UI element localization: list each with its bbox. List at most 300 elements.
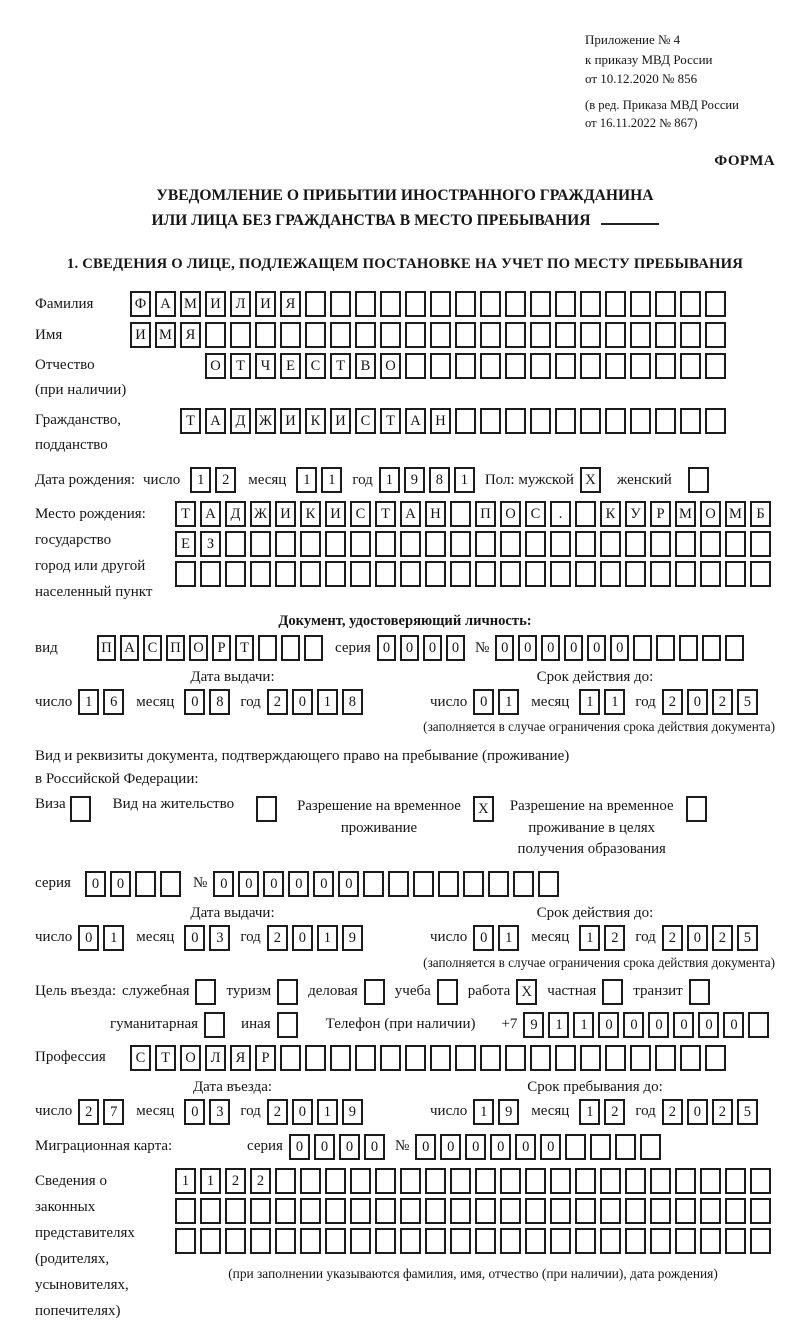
- char-box[interactable]: [355, 322, 376, 348]
- char-box[interactable]: [600, 1228, 621, 1254]
- char-box[interactable]: О: [700, 501, 721, 527]
- char-box[interactable]: [350, 1198, 371, 1224]
- char-box[interactable]: [700, 561, 721, 587]
- char-box[interactable]: [575, 1198, 596, 1224]
- phone-boxes[interactable]: [523, 1012, 769, 1038]
- char-box[interactable]: 1: [454, 467, 475, 493]
- char-box[interactable]: 0: [687, 689, 708, 715]
- char-box[interactable]: 9: [404, 467, 425, 493]
- char-box[interactable]: 2: [250, 1168, 271, 1194]
- char-box[interactable]: 2: [267, 689, 288, 715]
- char-box[interactable]: [700, 1228, 721, 1254]
- char-box[interactable]: Б: [750, 501, 771, 527]
- char-box[interactable]: 0: [184, 925, 205, 951]
- char-box[interactable]: 0: [423, 635, 442, 661]
- char-box[interactable]: [388, 871, 409, 897]
- char-box[interactable]: [480, 322, 501, 348]
- purpose-official-checkbox[interactable]: [195, 979, 216, 1005]
- char-box[interactable]: [500, 1228, 521, 1254]
- char-box[interactable]: [625, 561, 646, 587]
- char-box[interactable]: [505, 353, 526, 379]
- char-box[interactable]: [505, 408, 526, 434]
- char-box[interactable]: 0: [184, 1099, 205, 1125]
- char-box[interactable]: 0: [687, 925, 708, 951]
- char-box[interactable]: 2: [662, 1099, 683, 1125]
- char-box[interactable]: [450, 1168, 471, 1194]
- sex-female-checkbox[interactable]: [688, 467, 709, 493]
- char-box[interactable]: 1: [498, 689, 519, 715]
- char-box[interactable]: Я: [230, 1045, 251, 1071]
- char-box[interactable]: И: [280, 408, 301, 434]
- birth-day-boxes[interactable]: [190, 467, 236, 493]
- char-box[interactable]: [725, 561, 746, 587]
- char-box[interactable]: [475, 561, 496, 587]
- char-box[interactable]: 2: [78, 1099, 99, 1125]
- char-box[interactable]: 0: [292, 689, 313, 715]
- birth-year-boxes[interactable]: [379, 467, 475, 493]
- char-box[interactable]: [705, 1045, 726, 1071]
- char-box[interactable]: [455, 291, 476, 317]
- purpose-other-checkbox[interactable]: [277, 1012, 298, 1038]
- char-box[interactable]: [430, 322, 451, 348]
- char-box[interactable]: 8: [209, 689, 230, 715]
- residence-valid-day-boxes[interactable]: [473, 925, 519, 951]
- char-box[interactable]: [555, 322, 576, 348]
- char-box[interactable]: 0: [723, 1012, 744, 1038]
- char-box[interactable]: П: [475, 501, 496, 527]
- char-box[interactable]: О: [189, 635, 208, 661]
- char-box[interactable]: [405, 1045, 426, 1071]
- char-box[interactable]: [750, 1198, 771, 1224]
- purpose-humanitarian-checkbox[interactable]: [204, 1012, 225, 1038]
- char-box[interactable]: [425, 561, 446, 587]
- char-box[interactable]: [450, 531, 471, 557]
- char-box[interactable]: [380, 291, 401, 317]
- char-box[interactable]: 1: [498, 925, 519, 951]
- char-box[interactable]: [275, 561, 296, 587]
- char-box[interactable]: [500, 561, 521, 587]
- char-box[interactable]: [625, 1168, 646, 1194]
- char-box[interactable]: [405, 353, 426, 379]
- char-box[interactable]: 0: [400, 635, 419, 661]
- residence-series-boxes[interactable]: [85, 871, 181, 897]
- char-box[interactable]: 0: [446, 635, 465, 661]
- char-box[interactable]: [275, 1228, 296, 1254]
- char-box[interactable]: [650, 1168, 671, 1194]
- char-box[interactable]: 0: [377, 635, 396, 661]
- char-box[interactable]: [275, 1168, 296, 1194]
- char-box[interactable]: [405, 322, 426, 348]
- char-box[interactable]: 0: [184, 689, 205, 715]
- char-box[interactable]: [505, 322, 526, 348]
- char-box[interactable]: Ч: [255, 353, 276, 379]
- char-box[interactable]: [400, 1168, 421, 1194]
- stay-month-boxes[interactable]: [579, 1099, 625, 1125]
- char-box[interactable]: 1: [573, 1012, 594, 1038]
- char-box[interactable]: С: [130, 1045, 151, 1071]
- char-box[interactable]: [725, 531, 746, 557]
- char-box[interactable]: [630, 408, 651, 434]
- char-box[interactable]: [705, 408, 726, 434]
- char-box[interactable]: [475, 1198, 496, 1224]
- char-box[interactable]: [480, 353, 501, 379]
- legal-reps-row1[interactable]: [175, 1168, 771, 1194]
- char-box[interactable]: [305, 291, 326, 317]
- char-box[interactable]: [633, 635, 652, 661]
- char-box[interactable]: [400, 531, 421, 557]
- char-box[interactable]: [505, 1045, 526, 1071]
- char-box[interactable]: [225, 531, 246, 557]
- char-box[interactable]: [600, 561, 621, 587]
- char-box[interactable]: [500, 1168, 521, 1194]
- char-box[interactable]: [330, 1045, 351, 1071]
- char-box[interactable]: [300, 1168, 321, 1194]
- char-box[interactable]: 0: [213, 871, 234, 897]
- char-box[interactable]: 0: [518, 635, 537, 661]
- char-box[interactable]: Е: [280, 353, 301, 379]
- char-box[interactable]: [355, 1045, 376, 1071]
- char-box[interactable]: 5: [737, 689, 758, 715]
- char-box[interactable]: [305, 322, 326, 348]
- char-box[interactable]: [425, 1168, 446, 1194]
- char-box[interactable]: Я: [280, 291, 301, 317]
- char-box[interactable]: Ж: [250, 501, 271, 527]
- char-box[interactable]: 2: [604, 925, 625, 951]
- char-box[interactable]: [463, 871, 484, 897]
- char-box[interactable]: [350, 561, 371, 587]
- char-box[interactable]: Н: [430, 408, 451, 434]
- char-box[interactable]: Р: [212, 635, 231, 661]
- char-box[interactable]: [605, 1045, 626, 1071]
- char-box[interactable]: [675, 531, 696, 557]
- char-box[interactable]: [538, 871, 559, 897]
- char-box[interactable]: Т: [155, 1045, 176, 1071]
- char-box[interactable]: 0: [698, 1012, 719, 1038]
- char-box[interactable]: [425, 1228, 446, 1254]
- char-box[interactable]: [350, 1168, 371, 1194]
- residence-number-boxes[interactable]: [213, 871, 559, 897]
- char-box[interactable]: [450, 1198, 471, 1224]
- residence-permit-checkbox[interactable]: [256, 796, 277, 822]
- char-box[interactable]: 0: [415, 1134, 436, 1160]
- char-box[interactable]: 0: [687, 1099, 708, 1125]
- char-box[interactable]: [400, 1198, 421, 1224]
- char-box[interactable]: М: [180, 291, 201, 317]
- char-box[interactable]: Л: [205, 1045, 226, 1071]
- char-box[interactable]: [350, 531, 371, 557]
- char-box[interactable]: [575, 561, 596, 587]
- char-box[interactable]: 1: [103, 925, 124, 951]
- char-box[interactable]: [275, 1198, 296, 1224]
- char-box[interactable]: 0: [288, 871, 309, 897]
- char-box[interactable]: [675, 1198, 696, 1224]
- char-box[interactable]: [281, 635, 300, 661]
- char-box[interactable]: 1: [548, 1012, 569, 1038]
- char-box[interactable]: К: [600, 501, 621, 527]
- char-box[interactable]: 1: [78, 689, 99, 715]
- valid-month-boxes[interactable]: [579, 689, 625, 715]
- char-box[interactable]: [650, 561, 671, 587]
- char-box[interactable]: [580, 322, 601, 348]
- char-box[interactable]: [250, 561, 271, 587]
- char-box[interactable]: Л: [230, 291, 251, 317]
- char-box[interactable]: [350, 1228, 371, 1254]
- valid-day-boxes[interactable]: [473, 689, 519, 715]
- char-box[interactable]: [475, 1168, 496, 1194]
- char-box[interactable]: 0: [289, 1134, 310, 1160]
- char-box[interactable]: [705, 353, 726, 379]
- char-box[interactable]: [205, 322, 226, 348]
- char-box[interactable]: [675, 561, 696, 587]
- char-box[interactable]: [400, 561, 421, 587]
- char-box[interactable]: [655, 353, 676, 379]
- char-box[interactable]: [705, 291, 726, 317]
- char-box[interactable]: 3: [209, 925, 230, 951]
- char-box[interactable]: [725, 1168, 746, 1194]
- char-box[interactable]: [480, 1045, 501, 1071]
- char-box[interactable]: 6: [103, 689, 124, 715]
- char-box[interactable]: [630, 322, 651, 348]
- char-box[interactable]: О: [205, 353, 226, 379]
- char-box[interactable]: 0: [648, 1012, 669, 1038]
- residence-issue-day-boxes[interactable]: [78, 925, 124, 951]
- char-box[interactable]: [325, 561, 346, 587]
- char-box[interactable]: [325, 531, 346, 557]
- char-box[interactable]: [605, 291, 626, 317]
- char-box[interactable]: [679, 635, 698, 661]
- char-box[interactable]: [725, 1198, 746, 1224]
- char-box[interactable]: 1: [604, 689, 625, 715]
- char-box[interactable]: С: [525, 501, 546, 527]
- char-box[interactable]: П: [166, 635, 185, 661]
- char-box[interactable]: С: [350, 501, 371, 527]
- char-box[interactable]: [280, 1045, 301, 1071]
- char-box[interactable]: Н: [425, 501, 446, 527]
- char-box[interactable]: [750, 561, 771, 587]
- char-box[interactable]: [565, 1134, 586, 1160]
- char-box[interactable]: [656, 635, 675, 661]
- char-box[interactable]: 0: [473, 925, 494, 951]
- char-box[interactable]: 0: [292, 1099, 313, 1125]
- char-box[interactable]: [255, 322, 276, 348]
- char-box[interactable]: [530, 1045, 551, 1071]
- char-box[interactable]: [375, 1228, 396, 1254]
- char-box[interactable]: [600, 531, 621, 557]
- char-box[interactable]: [375, 1168, 396, 1194]
- char-box[interactable]: М: [155, 322, 176, 348]
- char-box[interactable]: О: [380, 353, 401, 379]
- char-box[interactable]: [525, 561, 546, 587]
- issue-month-boxes[interactable]: [184, 689, 230, 715]
- char-box[interactable]: 0: [292, 925, 313, 951]
- char-box[interactable]: Р: [650, 501, 671, 527]
- char-box[interactable]: В: [355, 353, 376, 379]
- char-box[interactable]: З: [200, 531, 221, 557]
- char-box[interactable]: 2: [712, 689, 733, 715]
- char-box[interactable]: [525, 1228, 546, 1254]
- char-box[interactable]: [355, 291, 376, 317]
- char-box[interactable]: 0: [110, 871, 131, 897]
- char-box[interactable]: [655, 1045, 676, 1071]
- char-box[interactable]: 7: [103, 1099, 124, 1125]
- char-box[interactable]: [305, 1045, 326, 1071]
- char-box[interactable]: [630, 1045, 651, 1071]
- char-box[interactable]: [375, 1198, 396, 1224]
- char-box[interactable]: [505, 291, 526, 317]
- migration-number-boxes[interactable]: [415, 1134, 661, 1160]
- char-box[interactable]: Ж: [255, 408, 276, 434]
- char-box[interactable]: 1: [200, 1168, 221, 1194]
- migration-series-boxes[interactable]: [289, 1134, 385, 1160]
- char-box[interactable]: 2: [267, 925, 288, 951]
- stay-day-boxes[interactable]: [473, 1099, 519, 1125]
- char-box[interactable]: [680, 291, 701, 317]
- char-box[interactable]: [480, 408, 501, 434]
- char-box[interactable]: [413, 871, 434, 897]
- char-box[interactable]: [525, 531, 546, 557]
- char-box[interactable]: [555, 1045, 576, 1071]
- char-box[interactable]: [230, 322, 251, 348]
- char-box[interactable]: [160, 871, 181, 897]
- char-box[interactable]: 2: [662, 689, 683, 715]
- char-box[interactable]: Т: [180, 408, 201, 434]
- firstname-boxes[interactable]: [130, 322, 726, 348]
- char-box[interactable]: [675, 1228, 696, 1254]
- char-box[interactable]: 1: [190, 467, 211, 493]
- char-box[interactable]: 0: [313, 871, 334, 897]
- char-box[interactable]: [380, 1045, 401, 1071]
- char-box[interactable]: Т: [330, 353, 351, 379]
- char-box[interactable]: М: [725, 501, 746, 527]
- char-box[interactable]: [135, 871, 156, 897]
- char-box[interactable]: [250, 1228, 271, 1254]
- char-box[interactable]: 0: [610, 635, 629, 661]
- entry-month-boxes[interactable]: [184, 1099, 230, 1125]
- char-box[interactable]: [325, 1228, 346, 1254]
- char-box[interactable]: [500, 531, 521, 557]
- purpose-study-checkbox[interactable]: [437, 979, 458, 1005]
- char-box[interactable]: [675, 1168, 696, 1194]
- char-box[interactable]: О: [180, 1045, 201, 1071]
- char-box[interactable]: [430, 291, 451, 317]
- char-box[interactable]: 1: [579, 925, 600, 951]
- char-box[interactable]: 0: [490, 1134, 511, 1160]
- char-box[interactable]: [580, 1045, 601, 1071]
- char-box[interactable]: [530, 322, 551, 348]
- char-box[interactable]: И: [330, 408, 351, 434]
- char-box[interactable]: К: [300, 501, 321, 527]
- doc-number-boxes[interactable]: [495, 635, 744, 661]
- char-box[interactable]: С: [143, 635, 162, 661]
- char-box[interactable]: [300, 1198, 321, 1224]
- residence-valid-year-boxes[interactable]: [662, 925, 758, 951]
- purpose-tourism-checkbox[interactable]: [277, 979, 298, 1005]
- valid-year-boxes[interactable]: [662, 689, 758, 715]
- char-box[interactable]: [605, 408, 626, 434]
- char-box[interactable]: [480, 291, 501, 317]
- char-box[interactable]: И: [255, 291, 276, 317]
- char-box[interactable]: [525, 1198, 546, 1224]
- char-box[interactable]: [200, 1198, 221, 1224]
- char-box[interactable]: 9: [498, 1099, 519, 1125]
- char-box[interactable]: А: [400, 501, 421, 527]
- char-box[interactable]: .: [550, 501, 571, 527]
- char-box[interactable]: [175, 1198, 196, 1224]
- char-box[interactable]: [258, 635, 277, 661]
- char-box[interactable]: [750, 531, 771, 557]
- char-box[interactable]: [590, 1134, 611, 1160]
- char-box[interactable]: [625, 1198, 646, 1224]
- residence-issue-year-boxes[interactable]: [267, 925, 363, 951]
- char-box[interactable]: [455, 1045, 476, 1071]
- char-box[interactable]: [530, 353, 551, 379]
- char-box[interactable]: 1: [579, 1099, 600, 1125]
- char-box[interactable]: 0: [473, 689, 494, 715]
- char-box[interactable]: 1: [579, 689, 600, 715]
- char-box[interactable]: П: [97, 635, 116, 661]
- char-box[interactable]: 0: [673, 1012, 694, 1038]
- char-box[interactable]: [363, 871, 384, 897]
- char-box[interactable]: [525, 1168, 546, 1194]
- char-box[interactable]: [680, 1045, 701, 1071]
- char-box[interactable]: 1: [317, 1099, 338, 1125]
- char-box[interactable]: А: [405, 408, 426, 434]
- char-box[interactable]: 2: [604, 1099, 625, 1125]
- residence-issue-month-boxes[interactable]: [184, 925, 230, 951]
- char-box[interactable]: [650, 1228, 671, 1254]
- char-box[interactable]: [605, 353, 626, 379]
- char-box[interactable]: [655, 408, 676, 434]
- char-box[interactable]: Е: [175, 531, 196, 557]
- char-box[interactable]: [600, 1168, 621, 1194]
- birth-place-row2[interactable]: [175, 531, 771, 557]
- char-box[interactable]: [575, 1168, 596, 1194]
- char-box[interactable]: [175, 561, 196, 587]
- birth-month-boxes[interactable]: [296, 467, 342, 493]
- entry-day-boxes[interactable]: [78, 1099, 124, 1125]
- char-box[interactable]: [575, 501, 596, 527]
- purpose-private-checkbox[interactable]: [602, 979, 623, 1005]
- char-box[interactable]: [325, 1198, 346, 1224]
- char-box[interactable]: 0: [587, 635, 606, 661]
- char-box[interactable]: Ф: [130, 291, 151, 317]
- char-box[interactable]: Т: [380, 408, 401, 434]
- char-box[interactable]: [450, 501, 471, 527]
- char-box[interactable]: [405, 291, 426, 317]
- char-box[interactable]: [475, 531, 496, 557]
- char-box[interactable]: [650, 531, 671, 557]
- char-box[interactable]: [275, 531, 296, 557]
- doc-series-boxes[interactable]: [377, 635, 465, 661]
- visa-checkbox[interactable]: [70, 796, 91, 822]
- char-box[interactable]: [625, 531, 646, 557]
- char-box[interactable]: [630, 291, 651, 317]
- char-box[interactable]: [555, 291, 576, 317]
- char-box[interactable]: [475, 1228, 496, 1254]
- char-box[interactable]: [680, 322, 701, 348]
- char-box[interactable]: 0: [564, 635, 583, 661]
- char-box[interactable]: [200, 561, 221, 587]
- char-box[interactable]: 8: [342, 689, 363, 715]
- residence-valid-month-boxes[interactable]: [579, 925, 625, 951]
- char-box[interactable]: 1: [379, 467, 400, 493]
- char-box[interactable]: [500, 1198, 521, 1224]
- char-box[interactable]: О: [500, 501, 521, 527]
- char-box[interactable]: [655, 291, 676, 317]
- char-box[interactable]: 2: [712, 1099, 733, 1125]
- char-box[interactable]: [330, 291, 351, 317]
- char-box[interactable]: [555, 353, 576, 379]
